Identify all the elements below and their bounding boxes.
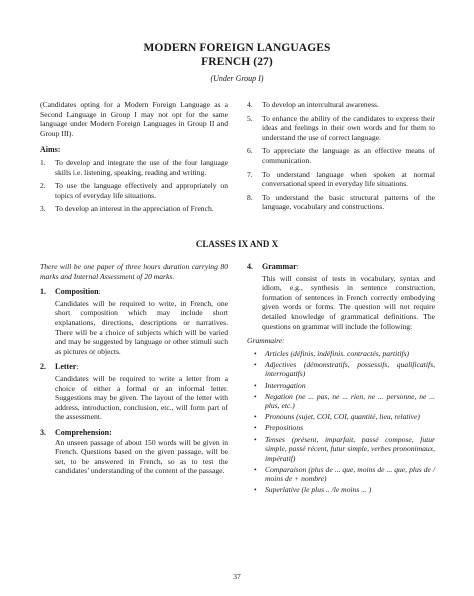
aim-number: 4. <box>247 100 253 109</box>
aim-text: To develop an interest in the appreciation of French. <box>55 204 214 214</box>
syllabus-right-column <box>247 262 435 497</box>
list-item <box>247 485 435 495</box>
section-colon: : <box>296 262 299 271</box>
bullet-icon: • <box>254 380 257 390</box>
section-title: Letter <box>55 362 77 372</box>
aims-heading: Aims: <box>40 145 61 155</box>
grammar-item-text: Comparaison (plus de ... que, moins de ... que, plus de / moins de + nombre) <box>265 464 435 484</box>
composition-text: Candidates will be required to write, in French, one short composition which may include short explanations, directions, descriptions or narratives. There will be a choice of subjects which will be varied and may be suggested by language or other stimuli such as pictures or objects. <box>55 298 228 356</box>
aims-right-column <box>247 100 435 216</box>
aim-text: To use the language effectively and appropriately on topics of everyday life situations. <box>55 181 228 200</box>
list-item <box>247 423 435 433</box>
bullet-icon: • <box>254 434 257 444</box>
aim-number: 6. <box>247 146 253 156</box>
section-number: 3. <box>40 427 46 437</box>
aim-text: To develop and integrate the use of the four language skills i.e. listening, speaking, reading and writing. <box>55 157 228 177</box>
section-title: Composition <box>55 287 99 297</box>
grammar-item-text: Tenses (présent, imparfait, passé compose, futur simple, passé récent, futur simple, verbes prononimaux, impératif) <box>265 434 435 463</box>
section-colon: : <box>98 287 101 297</box>
comprehension-text: An unseen passage of about 150 words will be given in French. Questions based on the given passage, will be set, to be answered in French, so as to test the candidates’ understanding of the content of the passage. <box>55 437 228 476</box>
grammar-text: This will consist of tests in vocabulary, syntax and idiom, e.g., synthesis in sentence construction, formation of sentences in French correctly embodying given words or forms. The question will not require detailed knowledge of grammatical definitions. The questions on grammar will include the following: <box>262 273 435 331</box>
aim-text: To appreciate the language as an effective means of communication. <box>262 146 435 165</box>
section-number: 1. <box>40 287 46 297</box>
aim-item <box>247 100 435 110</box>
aim-item <box>40 204 228 214</box>
list-item <box>247 381 435 391</box>
list-item <box>247 412 435 422</box>
grammar-item-text: Prepositions <box>265 423 304 433</box>
aim-number: 8. <box>247 192 253 202</box>
paper-note: There will be one paper of three hours duration carrying 80 marks and Internal Assessment of 20 marks. <box>40 262 228 281</box>
grammar-item-text: Superlative (le plus .. /le moins ... ) <box>265 485 372 495</box>
bullet-icon: • <box>254 464 257 474</box>
aim-item <box>40 158 228 177</box>
aims-left-column <box>40 100 228 218</box>
grammar-item-text: Negation (ne ... pas, ne ... rien, ne ... personne, ne ... plus, etc.) <box>265 391 435 411</box>
list-item <box>247 465 435 484</box>
bullet-icon: • <box>254 423 257 433</box>
list-item <box>247 360 435 379</box>
page-title-subject: FRENCH (27) <box>201 56 273 68</box>
section-heading-comprehension <box>40 428 228 438</box>
page-title: MODERN FOREIGN LANGUAGES <box>143 42 331 54</box>
syllabus-left-column <box>40 262 228 476</box>
aim-text: To enhance the ability of the candidates to express their ideas and feelings in their own words and for them to understand the use of correct language. <box>262 113 435 142</box>
bullet-icon: • <box>254 485 257 495</box>
list-item <box>247 349 435 359</box>
page-number: 37 <box>233 572 241 581</box>
bullet-icon: • <box>254 391 257 401</box>
list-item <box>247 392 435 411</box>
grammar-item-text: Articles (définis, indéfinis. contractés, partitifs) <box>265 348 410 358</box>
grammar-list <box>247 349 435 495</box>
classes-heading: CLASSES IX AND X <box>195 239 279 249</box>
bullet-icon: • <box>254 359 257 369</box>
grammar-item-text: Interrogation <box>265 380 306 390</box>
aim-item <box>40 181 228 200</box>
bullet-icon: • <box>254 412 257 422</box>
aim-number: 2. <box>40 181 46 191</box>
section-number: 2. <box>40 362 46 372</box>
aim-number: 1. <box>40 157 46 167</box>
aim-item <box>247 193 435 212</box>
section-heading-letter <box>40 362 228 372</box>
aim-number: 3. <box>40 204 46 214</box>
section-heading-grammar <box>247 262 435 272</box>
list-item <box>247 435 435 464</box>
section-colon: : <box>76 362 79 372</box>
section-heading-composition <box>40 287 228 297</box>
grammar-item-text: Adjectives (démonstratifs, possessifs, qualificatifs, interrogatifs) <box>265 359 435 379</box>
aim-item <box>247 114 435 143</box>
bullet-icon: • <box>254 348 257 358</box>
aim-text: To develop an intercultural awareness. <box>262 100 379 109</box>
section-title: Comprehension: <box>55 427 112 437</box>
letter-text: Candidates will be required to write a letter from a choice of either a formal or an informal letter. Suggestions may be given. The layout of the letter with address, introduction, conclusion, etc., will form part of the assessment. <box>55 373 228 422</box>
aim-text: To understand language when spoken at normal conversational speed in everyday life situations. <box>262 169 435 189</box>
aim-item <box>247 170 435 189</box>
intro-note: (Candidates opting for a Modern Foreign Language as a Second Language in Group I may not opt for the same language under Modern Foreign Languages in Group II and Group III). <box>40 100 228 138</box>
section-number: 4. <box>247 262 253 271</box>
grammar-item-text: Pronouns (sujet, COI, COI, quantité, lieu, relative) <box>265 412 420 422</box>
page-subtitle: (Under Group I) <box>210 74 264 83</box>
section-title: Grammar <box>262 262 297 271</box>
aim-item <box>247 146 435 165</box>
grammar-label: Grammaire: <box>247 336 285 346</box>
aim-number: 5. <box>247 113 253 123</box>
aim-text: To understand the basic structural patterns of the language, vocabulary and constructions. <box>262 192 435 212</box>
aim-number: 7. <box>247 169 253 179</box>
